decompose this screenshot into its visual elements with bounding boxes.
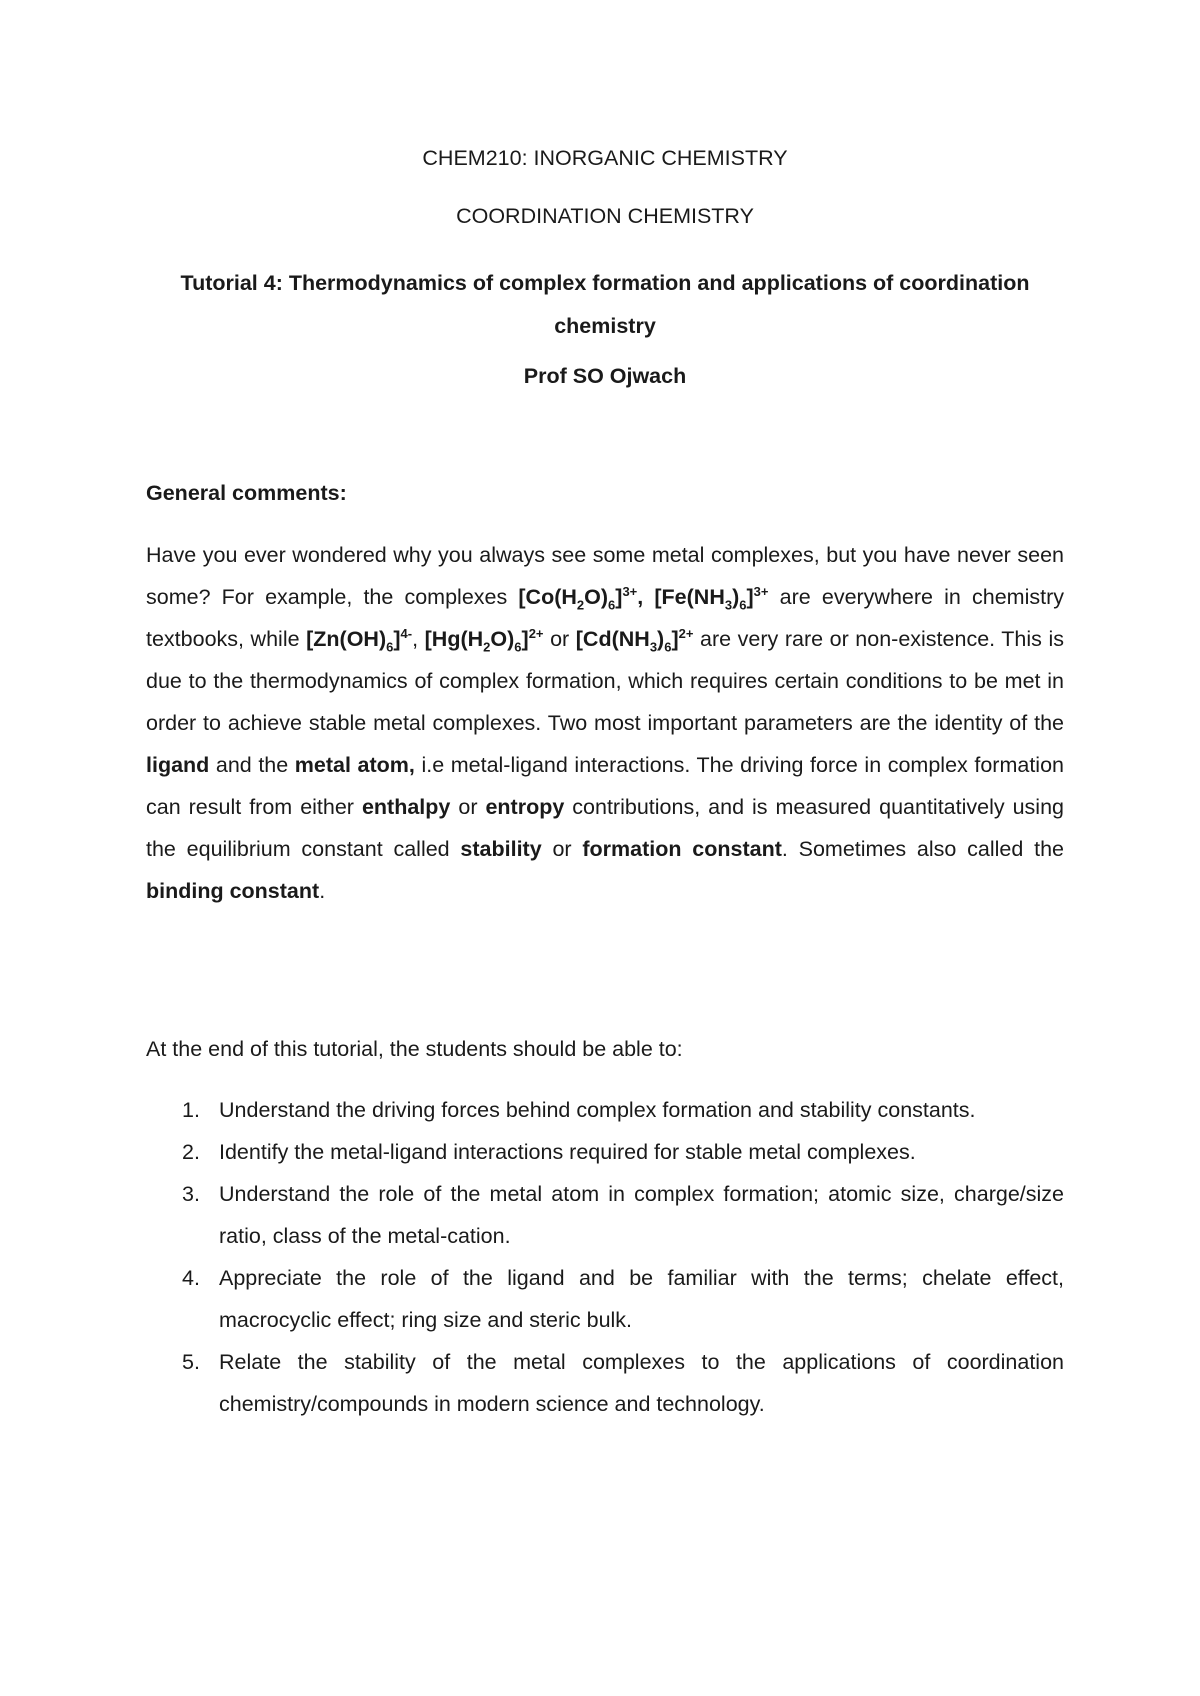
list-number: 5. xyxy=(182,1350,200,1374)
list-item xyxy=(146,1173,1064,1257)
text-segment: Have you ever wondered why you always see some metal complexes, but you have never seen some? For example, the complexes xyxy=(146,543,1064,609)
list-item xyxy=(146,1341,1064,1425)
text-segment: , xyxy=(412,627,425,651)
course-title: CHEM210: INORGANIC CHEMISTRY xyxy=(422,146,788,170)
keyword-binding-constant: binding constant xyxy=(146,879,320,903)
keyword-formation-constant: formation constant xyxy=(582,837,782,861)
formula-co-aqua: $[Co(H_2O)_6]^{3+}$ xyxy=(518,583,638,613)
list-number: 2. xyxy=(182,1140,200,1164)
list-item-text: Understand the driving forces behind complex formation and stability constants. xyxy=(219,1098,976,1122)
formula-cd-ammine: $[Cd(NH_3)_6]^{2+}$ xyxy=(575,625,694,655)
topic-title: COORDINATION CHEMISTRY xyxy=(456,204,754,228)
keyword-enthalpy: enthalpy xyxy=(361,795,451,819)
text-segment: , xyxy=(637,585,655,609)
formula-zn-hydroxo: $[Zn(OH)_6]^{4-}$ xyxy=(306,625,413,655)
author-name: Prof SO Ojwach xyxy=(523,364,687,388)
keyword-metal-atom: metal atom, xyxy=(294,753,415,777)
list-item xyxy=(146,1089,1064,1131)
text-segment: or xyxy=(543,627,576,651)
keyword-entropy: entropy xyxy=(485,795,565,819)
tutorial-title: Tutorial 4: Thermodynamics of complex formation and applications of coordination chemistry xyxy=(180,271,1030,338)
general-comments-paragraph xyxy=(146,534,1064,912)
list-item-text: Relate the stability of the metal complexes to the applications of coordination chemistry/compounds in modern science and technology. xyxy=(219,1350,1064,1416)
text-segment: and the xyxy=(209,753,295,777)
text-segment: or xyxy=(450,795,486,819)
text-segment: contributions, and is measured quantitatively using the equilibrium constant called xyxy=(146,795,1064,861)
keyword-stability: stability xyxy=(460,837,542,861)
text-segment: . xyxy=(319,879,326,903)
general-comments-heading: General comments: xyxy=(146,481,347,505)
text-segment: i.e metal-ligand interactions. The driving force in complex formation can result from either xyxy=(146,753,1064,819)
keyword-ligand: ligand xyxy=(146,753,210,777)
objectives-list xyxy=(146,1089,1064,1425)
list-item-text: Appreciate the role of the ligand and be familiar with the terms; chelate effect, macrocyclic effect; ring size and steric bulk. xyxy=(219,1266,1064,1332)
list-number: 1. xyxy=(182,1098,200,1122)
list-item xyxy=(146,1131,1064,1173)
list-item-text: Understand the role of the metal atom in complex formation; atomic size, charge/size ratio, class of the metal-cation. xyxy=(219,1182,1064,1248)
list-item-text: Identify the metal-ligand interactions required for stable metal complexes. xyxy=(219,1140,916,1164)
formula-hg-aqua: $[Hg(H_2O)_6]^{2+}$ xyxy=(424,625,544,655)
objectives-intro: At the end of this tutorial, the students should be able to: xyxy=(146,1037,683,1061)
text-segment: are very rare or non-existence. This is due to the thermodynamics of complex formation, which requires certain conditions to be met in order to achieve stable metal complexes. Two most important parameters are the identity of the xyxy=(146,627,1064,735)
formula-fe-ammine: $[Fe(NH_3)_6]^{3+}$ xyxy=(654,583,769,613)
text-segment: or xyxy=(541,837,583,861)
text-segment: are everywhere in chemistry textbooks, while xyxy=(146,585,1064,651)
list-item xyxy=(146,1257,1064,1341)
list-number: 3. xyxy=(182,1182,200,1206)
list-number: 4. xyxy=(182,1266,200,1290)
text-segment: . Sometimes also called the xyxy=(781,837,1064,861)
